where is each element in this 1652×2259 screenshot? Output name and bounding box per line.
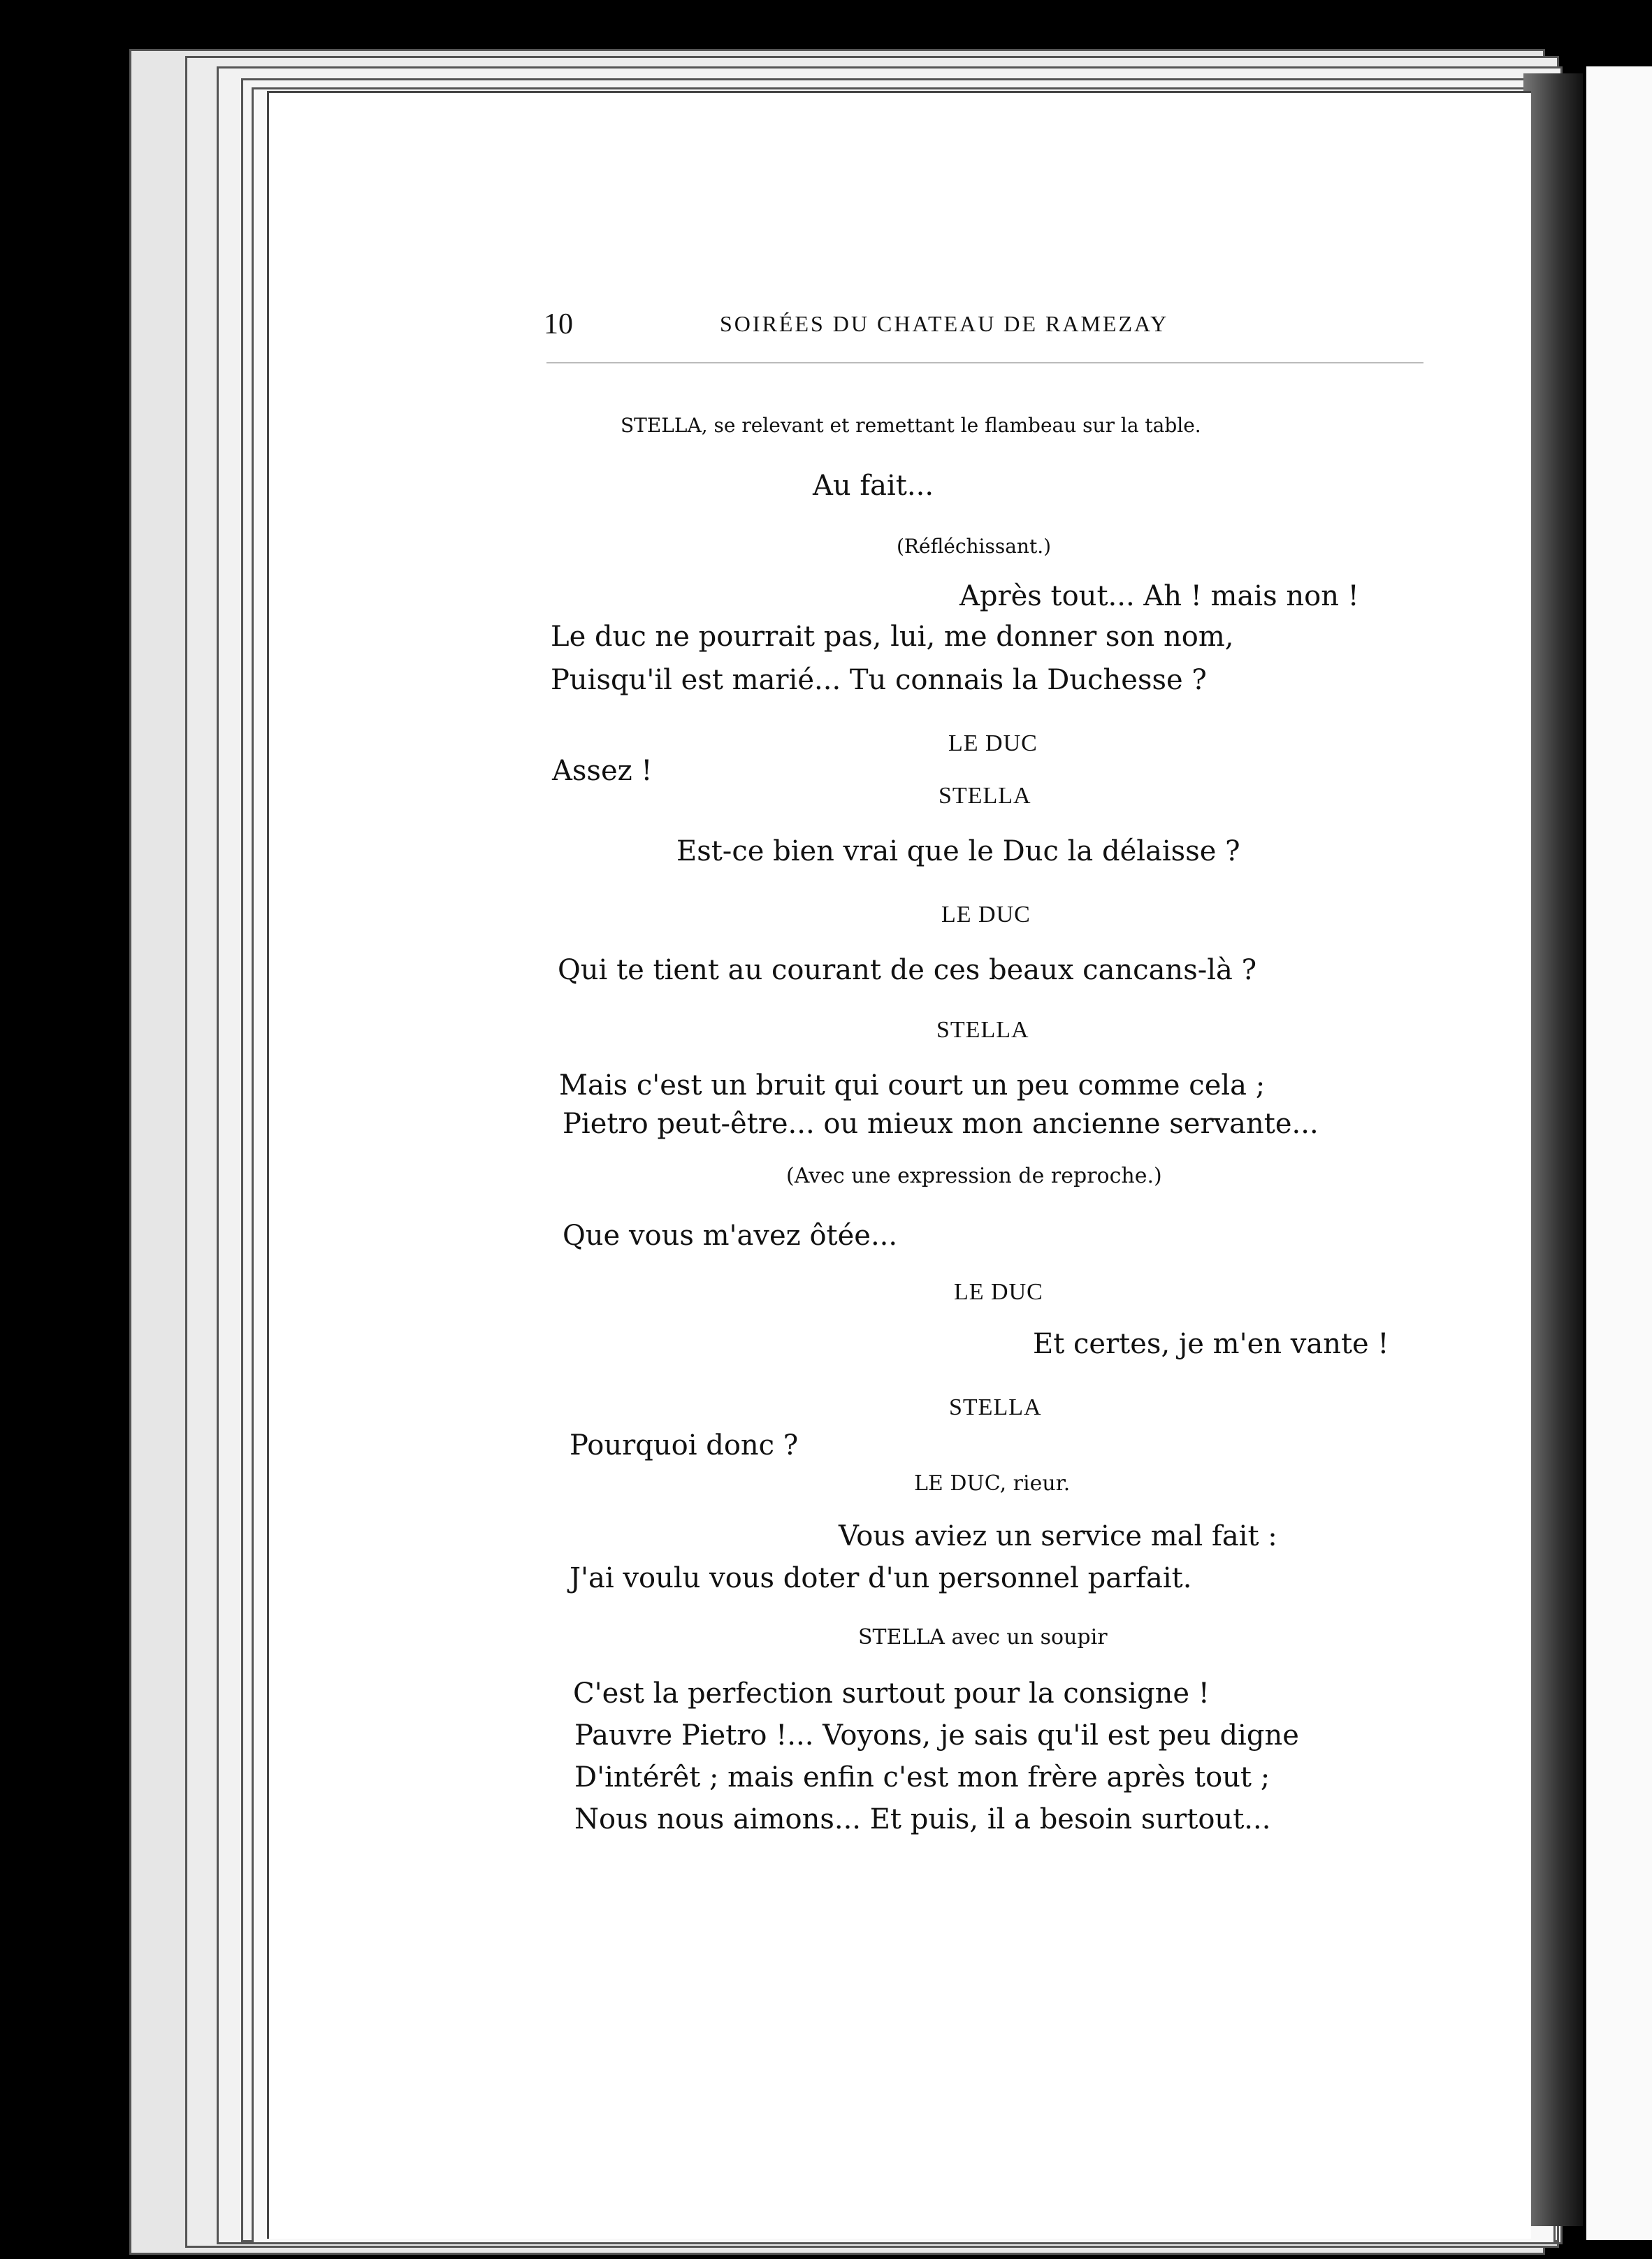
verse-line: Après tout... Ah ! mais non !	[959, 580, 1359, 612]
book-spine	[1523, 73, 1583, 2226]
verse-line: Que vous m'avez ôtée...	[563, 1220, 898, 1252]
running-head: SOIRÉES DU CHATEAU DE RAMEZAY	[720, 311, 1169, 336]
stage-direction: (Réfléchissant.)	[897, 535, 1052, 558]
speaker-name: STELLA avec un soupir	[858, 1625, 1108, 1650]
verse-line: Vous aviez un service mal fait :	[839, 1520, 1277, 1552]
header-rule	[546, 362, 1423, 363]
verse-line: Pauvre Pietro !... Voyons, je sais qu'il est peu digne	[574, 1719, 1299, 1752]
speaker-name: STELLA	[949, 1394, 1042, 1420]
verse-line: Le duc ne pourrait pas, lui, me donner son nom,	[551, 621, 1234, 653]
facing-page	[1586, 66, 1652, 2240]
stage-direction: STELLA, se relevant et remettant le flambeau sur la table.	[621, 414, 1201, 437]
speaker-name: LE DUC	[954, 1279, 1043, 1305]
stage-direction: (Avec une expression de reproche.)	[786, 1164, 1162, 1188]
speaker-name: LE DUC	[948, 730, 1038, 756]
speaker-name: LE DUC, rieur.	[914, 1471, 1071, 1496]
verse-line: Assez !	[552, 755, 653, 787]
verse-line: Mais c'est un bruit qui court un peu comme cela ;	[559, 1069, 1266, 1102]
verse-line: Puisqu'il est marié... Tu connais la Duchesse ?	[551, 664, 1207, 696]
verse-line: Et certes, je m'en vante !	[1033, 1328, 1389, 1360]
verse-line: Qui te tient au courant de ces beaux cancans-là ?	[558, 954, 1257, 986]
speaker-name: STELLA	[939, 783, 1031, 809]
verse-line: Pourquoi donc ?	[570, 1429, 799, 1462]
verse-line: C'est la perfection surtout pour la consigne !	[573, 1677, 1210, 1710]
verse-line: Nous nous aimons... Et puis, il a besoin surtout...	[574, 1803, 1271, 1835]
verse-line: J'ai voulu vous doter d'un personnel parfait.	[570, 1562, 1192, 1594]
page-number: 10	[544, 308, 573, 340]
verse-line: Est-ce bien vrai que le Duc la délaisse ?	[676, 835, 1240, 867]
speaker-name: STELLA	[936, 1017, 1029, 1043]
verse-line: Au fait...	[813, 470, 934, 502]
verse-line: D'intérêt ; mais enfin c'est mon frère après tout ;	[574, 1761, 1270, 1794]
speaker-name: LE DUC	[941, 902, 1031, 928]
verse-line: Pietro peut-être... ou mieux mon ancienne servante...	[563, 1108, 1319, 1140]
